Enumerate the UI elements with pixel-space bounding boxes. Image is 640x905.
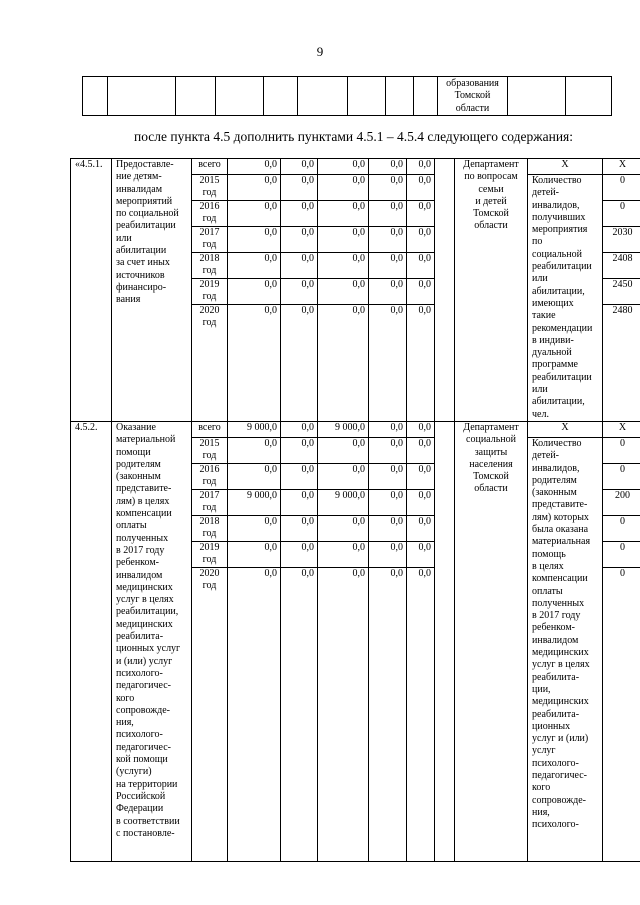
year-label: 2018 год bbox=[192, 253, 228, 279]
value-federal: 0,0 bbox=[281, 568, 318, 862]
value-regional: 0,0 bbox=[318, 159, 369, 175]
value-regional: 0,0 bbox=[318, 253, 369, 279]
value-total: 0,0 bbox=[228, 201, 281, 227]
value-other: 0,0 bbox=[407, 490, 435, 516]
year-label: 2016 год bbox=[192, 464, 228, 490]
value-other: 0,0 bbox=[407, 253, 435, 279]
table-row bbox=[71, 422, 640, 438]
value-total: 0,0 bbox=[228, 464, 281, 490]
indicator-value: 0 bbox=[603, 201, 640, 227]
value-local: 0,0 bbox=[369, 175, 407, 201]
value-federal: 0,0 bbox=[281, 279, 318, 305]
value-regional: 9 000,0 bbox=[318, 422, 369, 438]
value-other: 0,0 bbox=[407, 568, 435, 862]
value-regional: 0,0 bbox=[318, 227, 369, 253]
indicator-value: 200 bbox=[603, 490, 640, 516]
value-total: 0,0 bbox=[228, 227, 281, 253]
value-local: 0,0 bbox=[369, 490, 407, 516]
value-local: 0,0 bbox=[369, 568, 407, 862]
department: Департамент социальной защиты населения Томской области bbox=[455, 422, 528, 862]
value-federal: 0,0 bbox=[281, 305, 318, 422]
value-federal: 0,0 bbox=[281, 516, 318, 542]
value-total: 0,0 bbox=[228, 516, 281, 542]
spacer-cell bbox=[435, 422, 455, 862]
value-local: 0,0 bbox=[369, 253, 407, 279]
indicator-header: Х bbox=[528, 422, 603, 438]
page-number: 9 bbox=[316, 44, 324, 59]
year-label: 2015 год bbox=[192, 438, 228, 464]
indicator-header: Х bbox=[528, 159, 603, 175]
indicator-value: 0 bbox=[603, 542, 640, 568]
value-total: 0,0 bbox=[228, 253, 281, 279]
indicator-value-header: Х bbox=[603, 159, 640, 175]
indicator-value-header: Х bbox=[603, 422, 640, 438]
value-regional: 0,0 bbox=[318, 201, 369, 227]
value-total: 0,0 bbox=[228, 175, 281, 201]
value-other: 0,0 bbox=[407, 279, 435, 305]
value-regional: 0,0 bbox=[318, 542, 369, 568]
department: Департамент по вопросам семьи и детей Томской области bbox=[455, 159, 528, 422]
value-federal: 0,0 bbox=[281, 159, 318, 175]
value-other: 0,0 bbox=[407, 305, 435, 422]
spacer-cell bbox=[435, 159, 455, 422]
value-other: 0,0 bbox=[407, 464, 435, 490]
indicator-value: 0 bbox=[603, 175, 640, 201]
value-other: 0,0 bbox=[407, 227, 435, 253]
value-local: 0,0 bbox=[369, 227, 407, 253]
value-federal: 0,0 bbox=[281, 422, 318, 438]
indicator-value: 2450 bbox=[603, 279, 640, 305]
value-total: 0,0 bbox=[228, 568, 281, 862]
value-other: 0,0 bbox=[407, 175, 435, 201]
value-other: 0,0 bbox=[407, 542, 435, 568]
indicator-value: 0 bbox=[603, 516, 640, 542]
year-label: 2019 год bbox=[192, 542, 228, 568]
intro-text: после пункта 4.5 дополнить пунктами 4.5.1 – 4.5.4 следующего содержания: bbox=[134, 129, 574, 144]
value-local: 0,0 bbox=[369, 464, 407, 490]
value-regional: 9 000,0 bbox=[318, 490, 369, 516]
header-row-label: образования Томской области bbox=[438, 77, 508, 116]
indicator-text: Количество детей- инвалидов, родителям (законным представите- лям) которых была оказана материальная помощь в целях компенсации оплаты полученных в 2017 году ребенком- инвалидом медицинских услуг в целях реабилита- ции, медицинских реабилита- ционных услуг и (или) услуг психолого- педагогичес- кого сопровожде- ния, психолого- bbox=[528, 438, 603, 862]
year-label: всего bbox=[192, 159, 228, 175]
year-label: 2020 год bbox=[192, 568, 228, 862]
value-regional: 0,0 bbox=[318, 175, 369, 201]
value-total: 9 000,0 bbox=[228, 422, 281, 438]
value-regional: 0,0 bbox=[318, 464, 369, 490]
item-name: Предоставле- ние детям- инвалидам мероприятий по социальной реабилитации или абилитации за счет иных источников финансиро- вания bbox=[112, 159, 192, 422]
value-federal: 0,0 bbox=[281, 201, 318, 227]
item-name: Оказание материальной помощи родителям (законным представите- лям) в целях компенсации оплаты полученных в 2017 году ребенком- инвалидом медицинских услуг в целях реабилитации, медицинских реабилита- ционных услуг и (или) услуг психолого- педагогичес- кого сопровожде- ния, психолого- педагогичес- кой помощи (услуги) на территории Российской Федерации в соответствии с постановле- bbox=[112, 422, 192, 862]
value-local: 0,0 bbox=[369, 305, 407, 422]
value-local: 0,0 bbox=[369, 201, 407, 227]
value-local: 0,0 bbox=[369, 438, 407, 464]
value-other: 0,0 bbox=[407, 201, 435, 227]
value-regional: 0,0 bbox=[318, 516, 369, 542]
item-number: 4.5.2. bbox=[71, 422, 112, 862]
year-label: 2016 год bbox=[192, 201, 228, 227]
value-regional: 0,0 bbox=[318, 279, 369, 305]
value-other: 0,0 bbox=[407, 438, 435, 464]
value-federal: 0,0 bbox=[281, 175, 318, 201]
value-federal: 0,0 bbox=[281, 542, 318, 568]
value-federal: 0,0 bbox=[281, 490, 318, 516]
value-total: 0,0 bbox=[228, 279, 281, 305]
value-other: 0,0 bbox=[407, 422, 435, 438]
indicator-value: 0 bbox=[603, 464, 640, 490]
value-local: 0,0 bbox=[369, 542, 407, 568]
year-label: 2017 год bbox=[192, 490, 228, 516]
indicator-value: 2030 bbox=[603, 227, 640, 253]
year-label: 2017 год bbox=[192, 227, 228, 253]
year-label: всего bbox=[192, 422, 228, 438]
value-local: 0,0 bbox=[369, 516, 407, 542]
indicator-value: 0 bbox=[603, 568, 640, 862]
year-label: 2020 год bbox=[192, 305, 228, 422]
indicator-value: 0 bbox=[603, 438, 640, 464]
value-local: 0,0 bbox=[369, 159, 407, 175]
table-row bbox=[71, 159, 640, 175]
indicator-text: Количество детей- инвалидов, получивших мероприятия по социальной реабилитации или абилитации, имеющих такие рекомендации в индиви- дуальной программе реабилитации или абилитации, чел. bbox=[528, 175, 603, 422]
value-other: 0,0 bbox=[407, 516, 435, 542]
value-total: 9 000,0 bbox=[228, 490, 281, 516]
value-regional: 0,0 bbox=[318, 305, 369, 422]
value-local: 0,0 bbox=[369, 422, 407, 438]
value-other: 0,0 bbox=[407, 159, 435, 175]
indicator-value: 2480 bbox=[603, 305, 640, 422]
value-federal: 0,0 bbox=[281, 438, 318, 464]
value-local: 0,0 bbox=[369, 279, 407, 305]
year-label: 2019 год bbox=[192, 279, 228, 305]
value-total: 0,0 bbox=[228, 159, 281, 175]
indicator-value: 2408 bbox=[603, 253, 640, 279]
program-table bbox=[70, 158, 640, 862]
year-label: 2015 год bbox=[192, 175, 228, 201]
value-total: 0,0 bbox=[228, 438, 281, 464]
header-continuation-table bbox=[82, 76, 612, 116]
value-total: 0,0 bbox=[228, 305, 281, 422]
year-label: 2018 год bbox=[192, 516, 228, 542]
value-regional: 0,0 bbox=[318, 438, 369, 464]
value-total: 0,0 bbox=[228, 542, 281, 568]
item-number: «4.5.1. bbox=[71, 159, 112, 422]
value-federal: 0,0 bbox=[281, 464, 318, 490]
value-regional: 0,0 bbox=[318, 568, 369, 862]
value-federal: 0,0 bbox=[281, 253, 318, 279]
value-federal: 0,0 bbox=[281, 227, 318, 253]
